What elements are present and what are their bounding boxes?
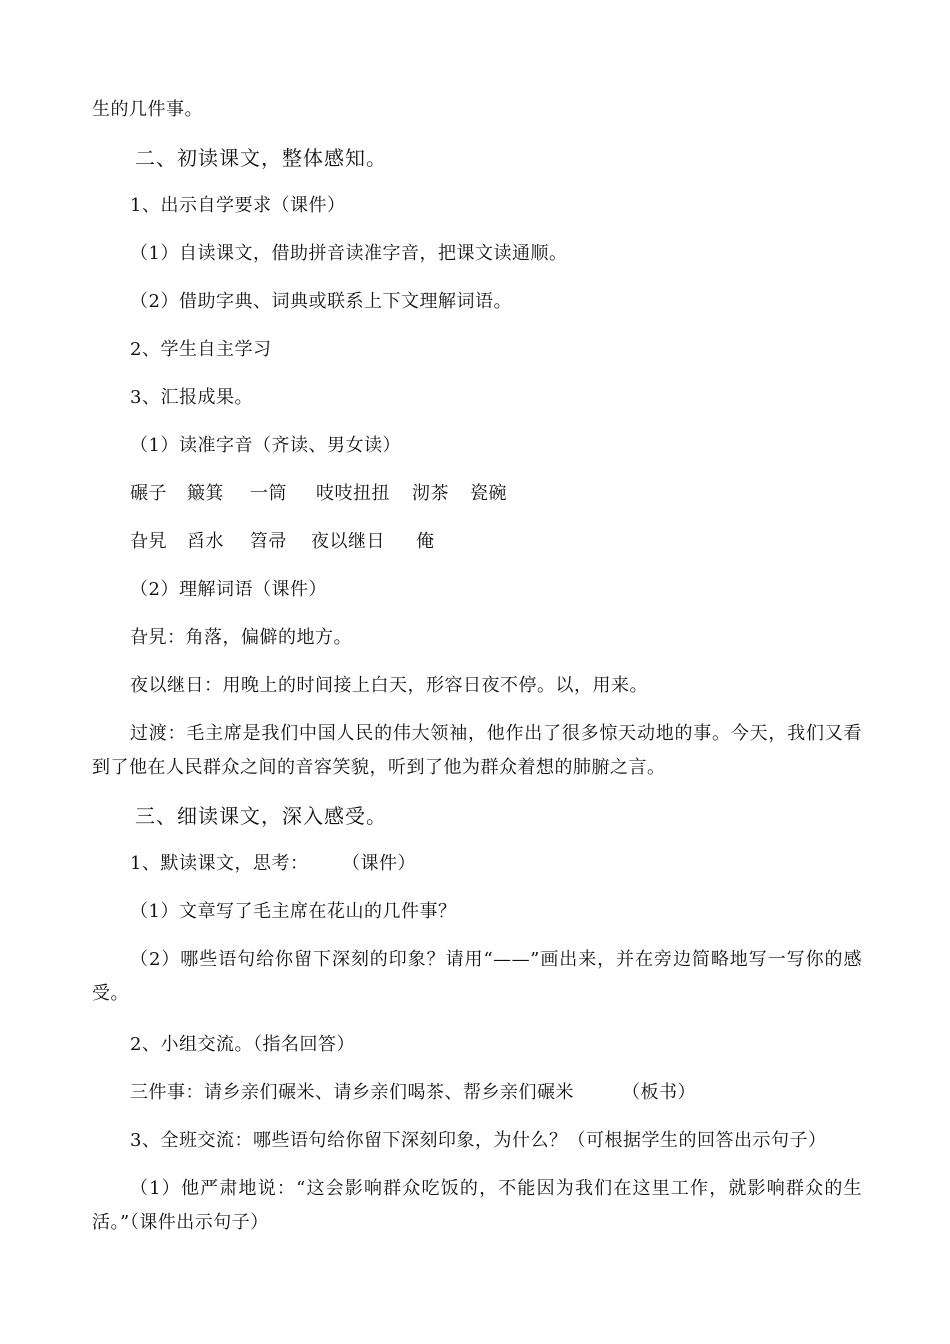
text-line: 2、学生自主学习 [130,339,272,360]
text-line: （2）借助字典、词典或联系上下文理解词语。 [130,291,512,312]
vocab-word: 一筒 [250,483,287,504]
text-line: 3、汇报成果。 [130,387,253,408]
text-line: （1）自读课文，借助拼音读准字音，把课文读通顺。 [130,243,568,264]
text-line: 生的几件事。 [92,99,203,120]
vocab-word: 瓷碗 [470,483,507,504]
vocab-word: 吱吱扭扭 [316,483,390,504]
text-line: 1、默读课文，思考： [130,853,309,874]
vocab-word: 簸箕 [187,483,224,504]
vocab-word: 旮旯 [130,531,167,552]
paragraph-quote: （1）他严肃地说：“这会影响群众吃饭的，不能因为我们在这里工作，就影响群众的生活。”（课件出示句子） [92,1178,862,1233]
section-heading: 三、细读课文，深入感受。 [135,804,387,828]
vocab-word: 碾子 [130,483,167,504]
vocab-word: 舀水 [187,531,224,552]
text-line: （2）理解词语（课件） [130,579,327,600]
text-line: 1、出示自学要求（课件） [130,195,346,216]
text-line: （1）文章写了毛主席在花山的几件事？ [130,901,457,922]
section-heading: 二、初读课文，整体感知。 [135,146,387,170]
vocab-word: 沏茶 [412,483,449,504]
text-line: 夜以继日：用晚上的时间接上白天，形容日夜不停。以，用来。 [130,675,648,696]
text-line: 三件事：请乡亲们碾米、请乡亲们喝茶、帮乡亲们碾米 [130,1082,574,1103]
text-line: （1）读准字音（齐读、男女读） [130,435,401,456]
text-line: 3、全班交流：哪些语句给你留下深刻印象，为什么？（可根据学生的回答出示句子） [130,1130,827,1151]
paragraph-transition: 过渡：毛主席是我们中国人民的伟大领袖，他作出了很多惊天动地的事。今天，我们又看到了他在人民群众之间的音容笑貌，听到了他为群众着想的肺腑之言。 [92,723,862,778]
text-line-note: （板书） [622,1082,696,1103]
vocab-word: 夜以继日 [311,531,385,552]
text-line: 旮旯：角落，偏僻的地方。 [130,627,352,648]
text-line-note: （课件） [342,853,416,874]
vocab-word: 俺 [416,531,435,552]
vocab-word: 笤帚 [250,531,287,552]
text-line: 2、小组交流。（指名回答） [130,1034,355,1055]
paragraph-question: （2）哪些语句给你留下深刻的印象？请用“——”画出来，并在旁边简略地写一写你的感受。 [92,949,862,1004]
